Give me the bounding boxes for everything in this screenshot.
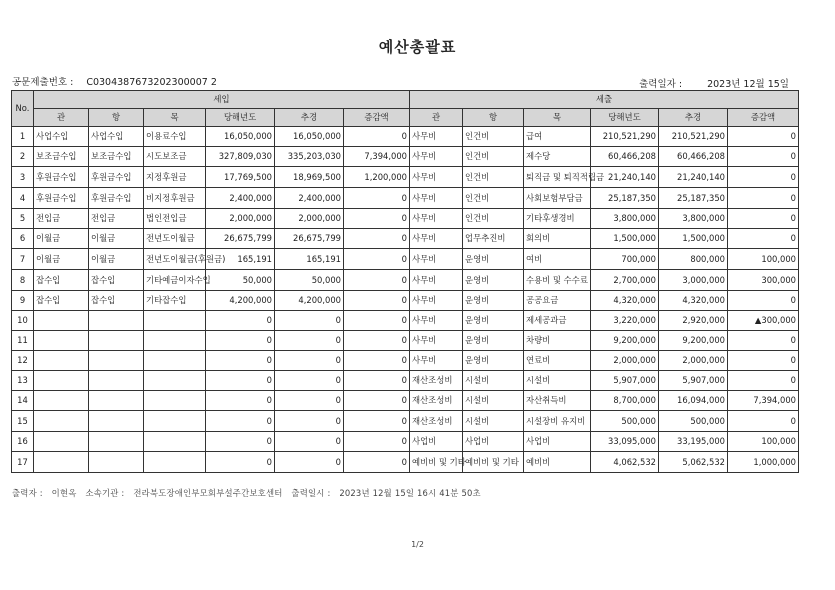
row-number: 1 <box>12 127 34 147</box>
expense-current-cell: 210,521,290 <box>591 127 659 147</box>
expense-hang-cell: 인건비 <box>463 127 524 147</box>
income-diff-cell: 0 <box>344 371 410 391</box>
expense-gwan-cell: 사무비 <box>410 147 463 167</box>
expense-hang-cell: 사업비 <box>463 432 524 452</box>
footer-printed-at: 2023년 12월 15일 16시 41분 50초 <box>339 488 481 498</box>
expense-gwan-cell: 재산조성비 <box>410 411 463 432</box>
income-diff-cell: 0 <box>344 229 410 249</box>
income-diff-cell: 0 <box>344 188 410 209</box>
expense-diff-cell: ▲300,000 <box>728 311 799 331</box>
income-hang-cell <box>89 432 144 452</box>
doc-number-value: C0304387673202300007 2 <box>86 77 217 88</box>
doc-number-line <box>12 74 227 88</box>
expense-current-cell: 5,907,000 <box>591 371 659 391</box>
income-diff-cell: 0 <box>344 270 410 291</box>
expense-hang-cell: 인건비 <box>463 209 524 229</box>
expense-hang-cell: 운영비 <box>463 249 524 270</box>
table-row <box>12 127 799 147</box>
footer-info <box>12 487 487 499</box>
expense-gwan-cell: 재산조성비 <box>410 371 463 391</box>
income-diff-cell: 0 <box>344 249 410 270</box>
print-date-value: 2023년 12월 15일 <box>707 79 789 90</box>
table-row <box>12 331 799 351</box>
income-mok-cell <box>144 452 206 473</box>
expense-revised-cell: 210,521,290 <box>659 127 728 147</box>
row-number: 4 <box>12 188 34 209</box>
income-gwan-cell: 이월금 <box>34 229 89 249</box>
row-number: 13 <box>12 371 34 391</box>
header-expense-diff: 증감액 <box>728 109 799 127</box>
expense-revised-cell: 3,000,000 <box>659 270 728 291</box>
row-number: 15 <box>12 411 34 432</box>
table-row <box>12 229 799 249</box>
table-body <box>12 127 799 473</box>
income-revised-cell: 165,191 <box>275 249 344 270</box>
footer-printer: 이현옥 <box>51 488 77 498</box>
income-diff-cell: 0 <box>344 411 410 432</box>
expense-diff-cell: 0 <box>728 188 799 209</box>
expense-mok-cell: 사업비 <box>524 432 591 452</box>
row-number: 8 <box>12 270 34 291</box>
row-number: 5 <box>12 209 34 229</box>
expense-current-cell: 60,466,208 <box>591 147 659 167</box>
expense-revised-cell: 25,187,350 <box>659 188 728 209</box>
income-current-cell: 17,769,500 <box>206 167 275 188</box>
income-revised-cell: 0 <box>275 311 344 331</box>
expense-mok-cell: 사회보험부담금 <box>524 188 591 209</box>
expense-hang-cell: 운영비 <box>463 331 524 351</box>
income-revised-cell: 26,675,799 <box>275 229 344 249</box>
table-row <box>12 371 799 391</box>
header-expense-mok: 목 <box>524 109 591 127</box>
expense-revised-cell: 2,920,000 <box>659 311 728 331</box>
income-gwan-cell <box>34 411 89 432</box>
expense-current-cell: 500,000 <box>591 411 659 432</box>
income-diff-cell: 0 <box>344 127 410 147</box>
row-number: 17 <box>12 452 34 473</box>
expense-diff-cell: 0 <box>728 411 799 432</box>
income-hang-cell <box>89 371 144 391</box>
income-current-cell: 16,050,000 <box>206 127 275 147</box>
income-current-cell: 26,675,799 <box>206 229 275 249</box>
table-row <box>12 249 799 270</box>
income-hang-cell: 잡수입 <box>89 270 144 291</box>
expense-hang-cell: 인건비 <box>463 167 524 188</box>
header-expense: 세출 <box>410 91 799 109</box>
table-row <box>12 411 799 432</box>
income-mok-cell: 전년도이월금 <box>144 229 206 249</box>
income-hang-cell: 잡수입 <box>89 291 144 311</box>
income-gwan-cell: 이월금 <box>34 249 89 270</box>
table-row <box>12 147 799 167</box>
income-gwan-cell <box>34 371 89 391</box>
header-income-hang: 항 <box>89 109 144 127</box>
expense-mok-cell: 시설비 <box>524 371 591 391</box>
expense-revised-cell: 9,200,000 <box>659 331 728 351</box>
expense-gwan-cell: 사무비 <box>410 127 463 147</box>
expense-mok-cell: 차량비 <box>524 331 591 351</box>
table-row <box>12 209 799 229</box>
income-mok-cell: 시도보조금 <box>144 147 206 167</box>
print-date-label: 출력일자 : <box>639 79 683 90</box>
print-date-line <box>639 76 789 90</box>
income-current-cell: 165,191 <box>206 249 275 270</box>
expense-revised-cell: 1,500,000 <box>659 229 728 249</box>
expense-gwan-cell: 재산조성비 <box>410 391 463 411</box>
expense-current-cell: 4,320,000 <box>591 291 659 311</box>
expense-gwan-cell: 사무비 <box>410 331 463 351</box>
row-number: 9 <box>12 291 34 311</box>
expense-diff-cell: 0 <box>728 127 799 147</box>
income-mok-cell: 기타잡수입 <box>144 291 206 311</box>
income-gwan-cell <box>34 331 89 351</box>
expense-revised-cell: 4,320,000 <box>659 291 728 311</box>
expense-hang-cell: 시설비 <box>463 411 524 432</box>
expense-current-cell: 3,220,000 <box>591 311 659 331</box>
income-revised-cell: 50,000 <box>275 270 344 291</box>
income-mok-cell <box>144 331 206 351</box>
header-expense-revised: 추경 <box>659 109 728 127</box>
income-current-cell: 50,000 <box>206 270 275 291</box>
row-number: 14 <box>12 391 34 411</box>
expense-hang-cell: 시설비 <box>463 371 524 391</box>
expense-current-cell: 33,095,000 <box>591 432 659 452</box>
expense-mok-cell: 공공요금 <box>524 291 591 311</box>
footer-org-label: 소속기관 : <box>85 488 125 498</box>
table-row <box>12 270 799 291</box>
income-mok-cell <box>144 311 206 331</box>
expense-hang-cell: 예비비 및 기타 <box>463 452 524 473</box>
page-number: 1/2 <box>411 540 424 549</box>
income-mok-cell: 기타예금이자수입 <box>144 270 206 291</box>
income-hang-cell: 이월금 <box>89 249 144 270</box>
expense-diff-cell: 0 <box>728 229 799 249</box>
income-current-cell: 2,000,000 <box>206 209 275 229</box>
expense-revised-cell: 21,240,140 <box>659 167 728 188</box>
income-current-cell: 2,400,000 <box>206 188 275 209</box>
income-current-cell: 0 <box>206 371 275 391</box>
income-current-cell: 0 <box>206 351 275 371</box>
income-revised-cell: 0 <box>275 391 344 411</box>
income-hang-cell: 전입금 <box>89 209 144 229</box>
income-gwan-cell <box>34 351 89 371</box>
expense-revised-cell: 33,195,000 <box>659 432 728 452</box>
income-diff-cell: 0 <box>344 452 410 473</box>
expense-diff-cell: 0 <box>728 209 799 229</box>
row-number: 6 <box>12 229 34 249</box>
income-mok-cell <box>144 371 206 391</box>
income-current-cell: 4,200,000 <box>206 291 275 311</box>
table-row <box>12 391 799 411</box>
expense-hang-cell: 운영비 <box>463 270 524 291</box>
header-income-revised: 추경 <box>275 109 344 127</box>
expense-mok-cell: 여비 <box>524 249 591 270</box>
footer-org: 전라북도장애인부모회부설주간보호센터 <box>133 488 283 498</box>
expense-gwan-cell: 예비비 및 기타 <box>410 452 463 473</box>
header-expense-hang: 항 <box>463 109 524 127</box>
expense-current-cell: 3,800,000 <box>591 209 659 229</box>
expense-mok-cell: 제수당 <box>524 147 591 167</box>
expense-diff-cell: 0 <box>728 331 799 351</box>
table-row <box>12 351 799 371</box>
header-no: No. <box>12 91 34 127</box>
expense-current-cell: 700,000 <box>591 249 659 270</box>
table-row <box>12 291 799 311</box>
expense-diff-cell: 0 <box>728 351 799 371</box>
expense-diff-cell: 100,000 <box>728 432 799 452</box>
expense-hang-cell: 운영비 <box>463 291 524 311</box>
expense-mok-cell: 회의비 <box>524 229 591 249</box>
expense-gwan-cell: 사무비 <box>410 249 463 270</box>
income-gwan-cell: 잡수입 <box>34 291 89 311</box>
expense-hang-cell: 인건비 <box>463 188 524 209</box>
income-current-cell: 0 <box>206 311 275 331</box>
income-diff-cell: 1,200,000 <box>344 167 410 188</box>
expense-hang-cell: 인건비 <box>463 147 524 167</box>
expense-gwan-cell: 사무비 <box>410 291 463 311</box>
expense-gwan-cell: 사업비 <box>410 432 463 452</box>
document-title: 예산총괄표 <box>378 38 457 56</box>
row-number: 7 <box>12 249 34 270</box>
income-hang-cell: 보조금수입 <box>89 147 144 167</box>
income-revised-cell: 4,200,000 <box>275 291 344 311</box>
income-mok-cell: 지정후원금 <box>144 167 206 188</box>
income-mok-cell: 법인전입금 <box>144 209 206 229</box>
income-hang-cell: 후원금수입 <box>89 188 144 209</box>
expense-gwan-cell: 사무비 <box>410 167 463 188</box>
income-current-cell: 0 <box>206 432 275 452</box>
expense-current-cell: 8,700,000 <box>591 391 659 411</box>
table-row <box>12 188 799 209</box>
income-hang-cell <box>89 331 144 351</box>
income-hang-cell <box>89 351 144 371</box>
doc-number-label: 공문제출번호 : <box>12 77 74 88</box>
expense-current-cell: 9,200,000 <box>591 331 659 351</box>
expense-diff-cell: 0 <box>728 291 799 311</box>
expense-hang-cell: 업무추진비 <box>463 229 524 249</box>
expense-gwan-cell: 사무비 <box>410 351 463 371</box>
expense-gwan-cell: 사무비 <box>410 311 463 331</box>
income-revised-cell: 0 <box>275 331 344 351</box>
expense-mok-cell: 기타후생경비 <box>524 209 591 229</box>
expense-mok-cell: 시설장비 유지비 <box>524 411 591 432</box>
header-income-current: 당해년도 <box>206 109 275 127</box>
income-hang-cell: 이월금 <box>89 229 144 249</box>
expense-current-cell: 1,500,000 <box>591 229 659 249</box>
table-row <box>12 452 799 473</box>
table-row <box>12 311 799 331</box>
table-row <box>12 167 799 188</box>
income-diff-cell: 0 <box>344 351 410 371</box>
income-current-cell: 0 <box>206 411 275 432</box>
footer-printer-label: 출력자 : <box>12 488 43 498</box>
expense-diff-cell: 0 <box>728 147 799 167</box>
income-mok-cell: 이용료수입 <box>144 127 206 147</box>
expense-mok-cell: 예비비 <box>524 452 591 473</box>
header-income-mok: 목 <box>144 109 206 127</box>
income-diff-cell: 7,394,000 <box>344 147 410 167</box>
income-mok-cell <box>144 432 206 452</box>
income-current-cell: 0 <box>206 452 275 473</box>
table-row <box>12 432 799 452</box>
income-gwan-cell <box>34 311 89 331</box>
header-expense-gwan: 관 <box>410 109 463 127</box>
expense-current-cell: 25,187,350 <box>591 188 659 209</box>
expense-mok-cell: 수용비 및 수수료 <box>524 270 591 291</box>
expense-current-cell: 2,000,000 <box>591 351 659 371</box>
income-revised-cell: 335,203,030 <box>275 147 344 167</box>
income-revised-cell: 0 <box>275 452 344 473</box>
expense-hang-cell: 시설비 <box>463 391 524 411</box>
expense-revised-cell: 5,062,532 <box>659 452 728 473</box>
income-revised-cell: 0 <box>275 371 344 391</box>
income-mok-cell <box>144 351 206 371</box>
income-revised-cell: 2,000,000 <box>275 209 344 229</box>
income-current-cell: 0 <box>206 331 275 351</box>
expense-mok-cell: 자산취득비 <box>524 391 591 411</box>
income-diff-cell: 0 <box>344 391 410 411</box>
income-gwan-cell: 잡수입 <box>34 270 89 291</box>
expense-mok-cell: 급여 <box>524 127 591 147</box>
income-gwan-cell <box>34 452 89 473</box>
expense-revised-cell: 3,800,000 <box>659 209 728 229</box>
income-revised-cell: 0 <box>275 351 344 371</box>
expense-diff-cell: 0 <box>728 167 799 188</box>
header-income-gwan: 관 <box>34 109 89 127</box>
income-gwan-cell <box>34 391 89 411</box>
income-current-cell: 327,809,030 <box>206 147 275 167</box>
expense-hang-cell: 운영비 <box>463 351 524 371</box>
expense-mok-cell: 퇴직금 및 퇴직적립금 <box>524 167 591 188</box>
income-diff-cell: 0 <box>344 331 410 351</box>
expense-diff-cell: 100,000 <box>728 249 799 270</box>
expense-current-cell: 2,700,000 <box>591 270 659 291</box>
expense-diff-cell: 300,000 <box>728 270 799 291</box>
budget-summary-table <box>11 90 799 473</box>
income-hang-cell <box>89 411 144 432</box>
expense-gwan-cell: 사무비 <box>410 229 463 249</box>
header-income: 세입 <box>34 91 410 109</box>
expense-mok-cell: 제세공과금 <box>524 311 591 331</box>
income-hang-cell: 사업수입 <box>89 127 144 147</box>
income-current-cell: 0 <box>206 391 275 411</box>
income-diff-cell: 0 <box>344 311 410 331</box>
income-revised-cell: 18,969,500 <box>275 167 344 188</box>
header-expense-current: 당해년도 <box>591 109 659 127</box>
income-mok-cell: 전년도이월금(후원금) <box>144 249 206 270</box>
row-number: 12 <box>12 351 34 371</box>
income-diff-cell: 0 <box>344 209 410 229</box>
income-revised-cell: 0 <box>275 411 344 432</box>
expense-gwan-cell: 사무비 <box>410 188 463 209</box>
income-mok-cell <box>144 391 206 411</box>
income-mok-cell: 비지정후원금 <box>144 188 206 209</box>
expense-mok-cell: 연료비 <box>524 351 591 371</box>
row-number: 11 <box>12 331 34 351</box>
income-diff-cell: 0 <box>344 291 410 311</box>
header-income-diff: 증감액 <box>344 109 410 127</box>
income-hang-cell <box>89 311 144 331</box>
expense-diff-cell: 7,394,000 <box>728 391 799 411</box>
expense-gwan-cell: 사무비 <box>410 270 463 291</box>
expense-current-cell: 21,240,140 <box>591 167 659 188</box>
row-number: 10 <box>12 311 34 331</box>
expense-gwan-cell: 사무비 <box>410 209 463 229</box>
income-hang-cell: 후원금수입 <box>89 167 144 188</box>
expense-revised-cell: 2,000,000 <box>659 351 728 371</box>
income-diff-cell: 0 <box>344 432 410 452</box>
expense-revised-cell: 16,094,000 <box>659 391 728 411</box>
expense-revised-cell: 800,000 <box>659 249 728 270</box>
expense-hang-cell: 운영비 <box>463 311 524 331</box>
expense-diff-cell: 0 <box>728 371 799 391</box>
income-gwan-cell: 보조금수입 <box>34 147 89 167</box>
income-gwan-cell: 후원금수입 <box>34 188 89 209</box>
income-mok-cell <box>144 411 206 432</box>
income-gwan-cell <box>34 432 89 452</box>
income-gwan-cell: 사업수입 <box>34 127 89 147</box>
row-number: 16 <box>12 432 34 452</box>
income-revised-cell: 16,050,000 <box>275 127 344 147</box>
expense-revised-cell: 500,000 <box>659 411 728 432</box>
row-number: 2 <box>12 147 34 167</box>
income-hang-cell <box>89 391 144 411</box>
row-number: 3 <box>12 167 34 188</box>
expense-revised-cell: 60,466,208 <box>659 147 728 167</box>
expense-diff-cell: 1,000,000 <box>728 452 799 473</box>
income-revised-cell: 0 <box>275 432 344 452</box>
income-hang-cell <box>89 452 144 473</box>
income-gwan-cell: 후원금수입 <box>34 167 89 188</box>
income-revised-cell: 2,400,000 <box>275 188 344 209</box>
footer-printed-at-label: 출력일시 : <box>291 488 331 498</box>
expense-current-cell: 4,062,532 <box>591 452 659 473</box>
income-gwan-cell: 전입금 <box>34 209 89 229</box>
expense-revised-cell: 5,907,000 <box>659 371 728 391</box>
